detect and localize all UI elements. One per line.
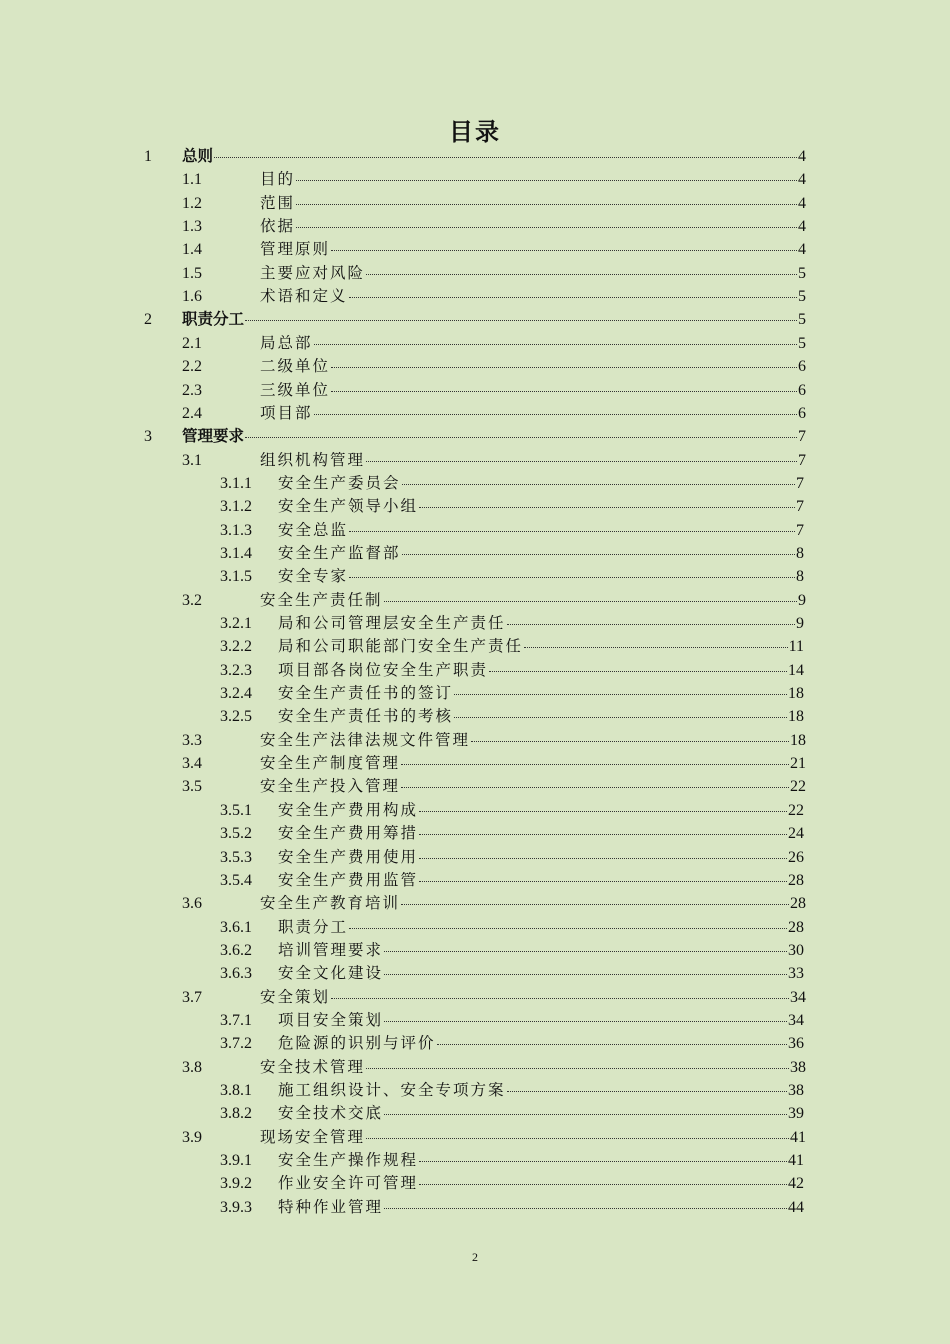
dot-leader <box>454 716 787 718</box>
toc-entry-title: 职责分工 <box>182 310 245 329</box>
toc-entry[interactable] <box>220 519 804 542</box>
toc-entry-title: 安全生产投入管理 <box>260 777 401 796</box>
toc-entry-number: 3.5 <box>182 778 202 796</box>
toc-entry[interactable] <box>182 215 806 238</box>
toc-entry-page: 28 <box>790 895 806 913</box>
dot-leader <box>314 343 797 345</box>
toc-entry-number: 3 <box>144 428 152 446</box>
dot-leader <box>489 670 787 672</box>
toc-entry-page: 7 <box>798 451 806 469</box>
dot-leader <box>402 483 795 485</box>
toc-entry-title: 项目部 <box>260 403 313 422</box>
toc-entry[interactable] <box>182 449 806 472</box>
toc-entry-page: 38 <box>788 1082 804 1099</box>
dot-leader <box>419 810 787 812</box>
dot-leader <box>331 997 789 999</box>
toc-entry-page: 18 <box>790 731 806 749</box>
toc-entry-page: 22 <box>790 778 806 796</box>
toc-entry[interactable] <box>220 916 804 939</box>
toc-entry-page: 39 <box>788 1105 804 1123</box>
toc-entry-title: 二级单位 <box>260 357 331 376</box>
dot-leader <box>214 156 797 158</box>
toc-entry-number: 3.2.2 <box>220 638 252 656</box>
toc-entry-number: 1.4 <box>182 241 202 259</box>
dot-leader <box>384 600 797 602</box>
dot-leader <box>419 857 787 859</box>
toc-entry-page: 7 <box>798 428 806 446</box>
toc-entry-title: 安全生产制度管理 <box>260 754 401 773</box>
toc-entry-title: 现场安全管理 <box>260 1127 366 1146</box>
toc-entry-title: 安全技术管理 <box>260 1057 366 1076</box>
toc-entry-page: 41 <box>788 1152 804 1170</box>
toc-entry-number: 3.9.1 <box>220 1152 252 1170</box>
dot-leader <box>349 927 787 929</box>
toc-entry-number: 2.3 <box>182 381 202 399</box>
dot-leader <box>366 460 797 462</box>
toc-entry[interactable] <box>220 869 804 892</box>
dot-leader <box>401 786 789 788</box>
dot-leader <box>296 179 797 181</box>
dot-leader <box>419 833 787 835</box>
toc-entry-page: 6 <box>798 381 806 399</box>
toc-entry[interactable] <box>182 986 806 1009</box>
toc-entry[interactable] <box>220 1079 804 1102</box>
toc-entry-title: 项目安全策划 <box>278 1010 384 1029</box>
toc-entry-number: 3.2.1 <box>220 615 252 632</box>
toc-entry-number: 3.1.1 <box>220 474 252 492</box>
toc-entry[interactable] <box>144 308 806 331</box>
dot-leader <box>331 390 797 392</box>
toc-entry-page: 5 <box>798 288 806 306</box>
toc-entry-number: 3.5.2 <box>220 825 252 843</box>
toc-entry-number: 3.1.4 <box>220 544 252 562</box>
toc-entry-number: 2.1 <box>182 334 202 352</box>
toc-entry-number: 3.6.1 <box>220 918 252 936</box>
dot-leader <box>524 646 788 648</box>
toc-entry-number: 2 <box>144 311 152 329</box>
toc-entry-number: 3.2.5 <box>220 708 252 726</box>
toc-entry-page: 30 <box>788 941 804 959</box>
toc-entry-number: 1.2 <box>182 194 202 212</box>
toc-entry-number: 3.8 <box>182 1058 202 1076</box>
toc-entry-number: 3.9.2 <box>220 1175 252 1193</box>
toc-entry-page: 8 <box>796 544 804 562</box>
toc-entry-page: 22 <box>788 801 804 819</box>
toc-entry[interactable] <box>182 285 806 308</box>
toc-entry-page: 41 <box>790 1128 806 1146</box>
dot-leader <box>384 950 787 952</box>
toc-entry-title: 安全生产费用构成 <box>278 800 419 819</box>
toc-entry-number: 3.8.2 <box>220 1105 252 1123</box>
toc-entry-page: 33 <box>788 965 804 983</box>
dot-leader <box>366 1067 789 1069</box>
toc-entry-number: 3.9.3 <box>220 1198 252 1216</box>
toc-entry-number: 2.4 <box>182 404 202 422</box>
toc-entry-title: 总则 <box>182 147 214 165</box>
dot-leader <box>384 1113 787 1115</box>
dot-leader <box>384 973 787 975</box>
dot-leader <box>401 903 789 905</box>
toc-entry-page: 26 <box>788 848 804 866</box>
toc-entry-page: 14 <box>788 661 804 679</box>
toc-entry-title: 安全生产教育培训 <box>260 894 401 913</box>
toc-entry-title: 培训管理要求 <box>278 940 384 959</box>
page-title: 目录 <box>449 118 501 146</box>
toc-entry-title: 局总部 <box>260 333 313 352</box>
toc-entry-page: 18 <box>788 708 804 726</box>
toc-entry-page: 4 <box>798 218 806 236</box>
toc-entry-page: 4 <box>798 241 806 259</box>
dot-leader <box>384 1020 787 1022</box>
toc-entry-page: 34 <box>788 1011 804 1029</box>
toc-entry[interactable] <box>220 565 804 588</box>
toc-entry-number: 3.7.2 <box>220 1035 252 1053</box>
toc-entry-page: 5 <box>798 311 806 329</box>
toc-entry-number: 3.5.4 <box>220 871 252 889</box>
toc-entry-page: 7 <box>796 521 804 539</box>
page-number: 2 <box>472 1250 478 1264</box>
toc-entry[interactable] <box>220 495 804 518</box>
toc-entry[interactable] <box>144 145 806 168</box>
toc-entry-number: 3.1.3 <box>220 521 252 539</box>
toc-entry-page: 5 <box>798 334 806 352</box>
toc-entry-title: 安全生产费用筹措 <box>278 824 419 843</box>
dot-leader <box>384 1207 787 1209</box>
toc-entry[interactable] <box>220 1009 804 1032</box>
toc-entry-title: 安全生产法律法规文件管理 <box>260 730 471 749</box>
toc-entry-title: 安全策划 <box>260 987 331 1006</box>
toc-entry[interactable] <box>182 1056 806 1079</box>
dot-leader <box>419 1183 787 1185</box>
toc-entry-number: 3.7 <box>182 988 202 1006</box>
toc-entry[interactable] <box>182 892 806 915</box>
toc-entry-page: 42 <box>788 1175 804 1193</box>
dot-leader <box>245 436 797 438</box>
toc-entry[interactable] <box>182 332 806 355</box>
toc-entry-title: 三级单位 <box>260 380 331 399</box>
toc-entry-title: 组织机构管理 <box>260 450 366 469</box>
toc-entry[interactable] <box>220 472 804 495</box>
toc-entry[interactable] <box>220 1102 804 1125</box>
toc-entry-title: 安全生产责任书的签订 <box>278 684 454 703</box>
dot-leader <box>402 553 795 555</box>
toc-entry-number: 3.1 <box>182 451 202 469</box>
toc-entry[interactable] <box>182 589 806 612</box>
dot-leader <box>349 576 795 578</box>
toc-entry[interactable] <box>182 775 806 798</box>
toc-entry[interactable] <box>220 542 804 565</box>
toc-entry-title: 安全文化建设 <box>278 964 384 983</box>
toc-entry-page: 36 <box>788 1035 804 1053</box>
toc-entry-page: 4 <box>798 171 806 189</box>
toc-entry-number: 3.2.4 <box>220 685 252 703</box>
toc-entry[interactable] <box>182 238 806 261</box>
dot-leader <box>454 693 787 695</box>
dot-leader <box>401 763 789 765</box>
toc-entry-number: 3.6.2 <box>220 941 252 959</box>
toc-entry-title: 安全总监 <box>278 520 349 539</box>
toc-entry-number: 3.4 <box>182 755 202 773</box>
toc-entry-page: 18 <box>788 685 804 703</box>
toc-entry-title: 目的 <box>260 170 296 189</box>
toc-entry[interactable] <box>220 635 804 658</box>
dot-leader <box>419 880 787 882</box>
toc-entry-number: 3.5.3 <box>220 848 252 866</box>
dot-leader <box>331 249 797 251</box>
toc-entry-number: 3.1.5 <box>220 568 252 586</box>
dot-leader <box>349 530 795 532</box>
toc-entry[interactable] <box>182 192 806 215</box>
toc-entry[interactable] <box>182 262 806 285</box>
toc-entry-title: 职责分工 <box>278 917 349 936</box>
toc-entry[interactable] <box>220 1196 804 1219</box>
dot-leader <box>245 319 797 321</box>
toc-entry-title: 作业安全许可管理 <box>278 1174 419 1193</box>
toc-entry[interactable] <box>182 379 806 402</box>
toc-entry-page: 7 <box>796 474 804 492</box>
dot-leader <box>419 1160 787 1162</box>
toc-entry-title: 安全生产费用使用 <box>278 847 419 866</box>
toc-entry[interactable] <box>144 425 806 448</box>
toc-entry-title: 主要应对风险 <box>260 263 366 282</box>
dot-leader <box>471 740 789 742</box>
toc-entry[interactable] <box>220 1149 804 1172</box>
toc-entry[interactable] <box>182 729 806 752</box>
toc-entry[interactable] <box>220 705 804 728</box>
toc-entry-page: 4 <box>798 194 806 212</box>
toc-entry[interactable] <box>182 402 806 425</box>
toc-entry-number: 1.6 <box>182 288 202 306</box>
toc-entry-number: 3.1.2 <box>220 498 252 516</box>
dot-leader <box>366 273 797 275</box>
toc-entry-title: 安全生产领导小组 <box>278 497 419 516</box>
toc-entry-page: 34 <box>790 988 806 1006</box>
toc-entry-title: 安全生产操作规程 <box>278 1151 419 1170</box>
toc-entry-page: 24 <box>788 825 804 843</box>
toc-entry-number: 2.2 <box>182 358 202 376</box>
toc-entry-number: 1.5 <box>182 264 202 282</box>
dot-leader <box>296 226 797 228</box>
toc-entry-title: 管理原则 <box>260 240 331 259</box>
toc-entry[interactable] <box>220 939 804 962</box>
toc-entry-page: 44 <box>788 1198 804 1216</box>
toc-entry[interactable] <box>220 822 804 845</box>
toc-entry[interactable] <box>220 1032 804 1055</box>
toc-entry[interactable] <box>220 1172 804 1195</box>
toc-entry-number: 3.8.1 <box>220 1082 252 1099</box>
dot-leader <box>507 1090 787 1092</box>
toc-entry-page: 38 <box>790 1058 806 1076</box>
dot-leader <box>507 623 795 625</box>
toc-entry-title: 安全生产监督部 <box>278 543 401 562</box>
toc-entry-page: 5 <box>798 264 806 282</box>
toc-entry-title: 安全生产委员会 <box>278 473 401 492</box>
toc-entry-page: 7 <box>796 498 804 516</box>
toc-entry-page: 9 <box>798 591 806 609</box>
toc-entry-title: 施工组织设计、安全专项方案 <box>278 1081 506 1099</box>
dot-leader <box>331 366 797 368</box>
toc-entry-page: 6 <box>798 404 806 422</box>
toc-entry-number: 3.2 <box>182 591 202 609</box>
toc-entry-title: 依据 <box>260 217 296 236</box>
toc-entry-title: 安全生产责任书的考核 <box>278 707 454 726</box>
dot-leader <box>349 296 797 298</box>
toc-entry[interactable] <box>220 962 804 985</box>
toc-entry[interactable] <box>220 612 804 635</box>
toc-entry-title: 危险源的识别与评价 <box>278 1034 436 1053</box>
toc-entry-number: 3.6 <box>182 895 202 913</box>
toc-entry[interactable] <box>220 659 804 682</box>
toc-entry[interactable] <box>182 355 806 378</box>
toc-entry-page: 21 <box>790 755 806 773</box>
toc-entry[interactable] <box>182 1126 806 1149</box>
toc-entry-number: 3.7.1 <box>220 1011 252 1029</box>
toc-entry-number: 3.3 <box>182 731 202 749</box>
toc-entry-title: 范围 <box>260 193 296 212</box>
toc-entry-page: 28 <box>788 918 804 936</box>
toc-entry-number: 3.9 <box>182 1128 202 1146</box>
toc-entry-page: 8 <box>796 568 804 586</box>
toc-entry[interactable] <box>220 799 804 822</box>
toc-entry-number: 3.6.3 <box>220 965 252 983</box>
toc-entry-title: 安全生产费用监管 <box>278 870 419 889</box>
toc-entry-number: 3.2.3 <box>220 661 252 679</box>
toc-entry-page: 9 <box>796 615 804 632</box>
toc-entry-title: 安全专家 <box>278 567 349 586</box>
toc-entry[interactable] <box>220 846 804 869</box>
toc-entry-number: 1 <box>144 148 152 165</box>
toc-entry[interactable] <box>220 682 804 705</box>
toc-entry-title: 管理要求 <box>182 427 245 446</box>
toc-entry-title: 安全生产责任制 <box>260 590 383 609</box>
dot-leader <box>366 1137 789 1139</box>
toc-entry-title: 项目部各岗位安全生产职责 <box>278 660 489 679</box>
toc-entry[interactable] <box>182 168 806 191</box>
toc-entry-page: 4 <box>798 148 806 165</box>
toc-entry-number: 3.5.1 <box>220 801 252 819</box>
dot-leader <box>296 203 797 205</box>
toc-entry-page: 6 <box>798 358 806 376</box>
toc-entry-title: 安全技术交底 <box>278 1104 384 1123</box>
toc-entry-page: 28 <box>788 871 804 889</box>
dot-leader <box>437 1043 787 1045</box>
dot-leader <box>419 506 795 508</box>
toc-entry[interactable] <box>182 752 806 775</box>
toc-entry-page: 11 <box>788 638 804 656</box>
toc-entry-title: 局和公司职能部门安全生产责任 <box>278 637 524 656</box>
toc-entry-title: 术语和定义 <box>260 287 348 306</box>
toc-entry-number: 1.1 <box>182 171 202 189</box>
dot-leader <box>314 413 797 415</box>
toc-entry-number: 1.3 <box>182 218 202 236</box>
toc-entry-title: 局和公司管理层安全生产责任 <box>278 614 506 632</box>
toc-entry-title: 特种作业管理 <box>278 1197 384 1216</box>
